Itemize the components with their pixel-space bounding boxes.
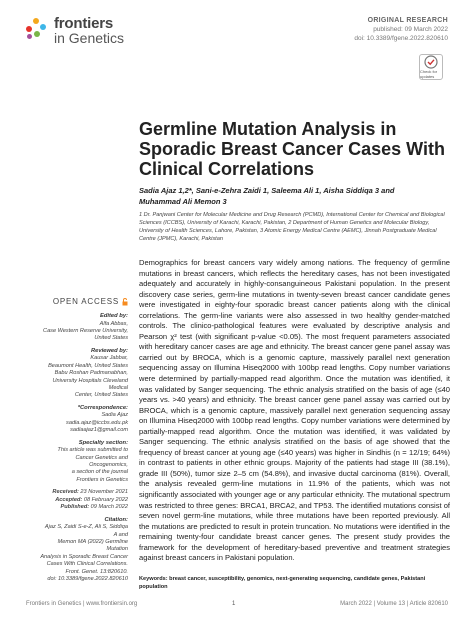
article-type: ORIGINAL RESEARCH bbox=[367, 17, 448, 24]
specialty-line: a section of the journal bbox=[71, 469, 128, 476]
citation-doi-link[interactable]: doi: 10.3389/fgene.2022.820610 bbox=[47, 575, 128, 582]
specialty-line: Frontiers in Genetics bbox=[76, 476, 128, 483]
citation-line: Front. Genet. 13:820610. bbox=[65, 568, 128, 575]
reviewer-line: Babu Roshan Padmanabhan, bbox=[54, 370, 128, 377]
reviewed-by-section bbox=[40, 348, 128, 400]
check-for-updates-button[interactable] bbox=[419, 54, 443, 80]
keywords-label: Keywords: bbox=[139, 576, 168, 582]
footer-volume-info: March 2022 | Volume 13 | Article 820610 bbox=[340, 601, 448, 607]
page-footer bbox=[26, 601, 448, 607]
open-access-label: OPEN ACCESS bbox=[52, 297, 119, 306]
correspondence-email-link[interactable]: sadiaajaz1@gmail.com bbox=[70, 427, 128, 434]
citation-heading: Citation: bbox=[104, 516, 128, 523]
accepted-date bbox=[40, 497, 128, 504]
affiliation-text: 1 Dr. Panjwani Center for Molecular Medicine and Drug Research (PCMD), International Center for Chemical and Biological Sciences (ICCBS), University of Karachi, Karachi, Pakistan, 2 Department of Human Genetics and Molecular Biology, University of Health Sciences, Lahore, Pakistan, 3 Atomic Energy Medical Centre (AEMC), Jinnah Postgraduate Medical Centre (JPMC), Karachi, Pakistan bbox=[139, 212, 445, 242]
specialty-line: Cancer Genetics and Oncogenomics, bbox=[75, 454, 128, 469]
editor-country: United States bbox=[94, 335, 128, 342]
citation-line: Analysis in Sporadic Breast Cancer bbox=[40, 553, 128, 560]
logo-text-frontiers: frontiers bbox=[54, 15, 114, 32]
accepted-label: Accepted: bbox=[55, 496, 83, 503]
correspondence-section bbox=[40, 405, 128, 435]
page-number: 1 bbox=[232, 601, 236, 607]
journal-logo[interactable] bbox=[26, 16, 124, 46]
received-label: Received: bbox=[52, 489, 79, 496]
abstract-text: Demographics for breast cancers vary widely among nations. The frequency of germline mutations in breast cancers, which reflects the hereditary cases, has not been investigated adequately and accurately in highly-consanguineous Pakistani population. In the present discovery case series, germ-line mutations in twenty-seven breast cancer candidate genes were investigated in eighty-four sporadic breast cancer patients along with the clinical correlations. The germ-line variants were also assessed in two healthy gender-matched controls. The clinico-pathological features were evaluated by descriptive analysis and Pearson χ² test (with significant p-value <0.05). The most frequent parameters associated with hereditary cancer cases are age and ethnicity. The breast cancer gene panel assay was carried out by BROCA, which is a genomic capture, massively parallel next generation sequencing assay on Illumina Hiseq2000 with 100bp read lengths. Copy number variations were determined by partially-mapped read algorithm. Once the mutation was identified, it was validated by Sanger sequencing. The ethnic analysis stratified on the basis of age (≤40 years vs. >40 years) and ethnicity. The breast cancer gene panel assay was carried out by BROCA, which is a genomic capture, massively parallel next generation sequencing assay on Illumina Hiseq2000 with 100bp read lengths. Copy number variations were determined by partially-mapped read algorithm. Once the mutation was identified, it was validated by Sanger sequencing. The ethnic analysis stratified on the basis of age showed that the frequency of breast cancer at young age (≤40 years) was higher in Sindhis (n = 12/19; 64%) in contrast to patients in other ethnic groups. Majority of the patients had stage III (38.1%), grade III (50%), tumor size 2–5 cm (54.8%), and invasive ductal carcinoma (81%). Overall, the analysis revealed germ-line mutations in 11.9% of the patients, which was not significantly associated with younger age or any particular ethnicity. The mutational spectrum was restricted to three genes: BRCA1, BRCA2, and TP53. The identified mutations consist of seven novel germ-line mutations, while three mutations have been reported previously. All the mutations are predicted to result in protein truncation. No mutations were identified in the remaining twenty-four candidate breast cancer genes. The present study provides the framework for the development of hereditary-based preventive and treatment strategies against breast cancers in Pakistani population. bbox=[139, 258, 450, 563]
authors-line[interactable]: Sadia Ajaz 1,2*, Sani-e-Zehra Zaidi 1, Saleema Ali 1, Aisha Siddiqa 3 and bbox=[139, 186, 395, 195]
article-sidebar bbox=[40, 297, 128, 588]
keywords-list: breast cancer, susceptibility, genomics, next-generating sequencing, candidate genes, Pakistani population bbox=[139, 576, 426, 590]
edited-by-heading: Edited by: bbox=[99, 313, 128, 319]
published-date: published: 09 March 2022 bbox=[373, 26, 448, 33]
received-date bbox=[40, 489, 128, 496]
doi-link[interactable]: doi: 10.3389/fgene.2022.820610 bbox=[354, 35, 448, 42]
dates-section bbox=[40, 489, 128, 511]
frontiers-logo-icon bbox=[26, 18, 48, 40]
abstract bbox=[139, 258, 450, 564]
reviewer-line: University Hospitals Cleveland Medical bbox=[52, 377, 128, 392]
open-lock-icon bbox=[122, 298, 128, 306]
citation-line: Memon MA (2022) Germline Mutation bbox=[57, 538, 128, 553]
footer-journal-link[interactable]: Frontiers in Genetics | www.frontiersin.org bbox=[26, 601, 138, 607]
author-list bbox=[139, 185, 449, 207]
specialty-heading: Specialty section: bbox=[78, 439, 128, 446]
check-updates-label: Check for updates bbox=[420, 69, 438, 79]
published-label: Published: bbox=[60, 504, 90, 511]
affiliations bbox=[139, 211, 449, 243]
edited-by-section bbox=[40, 313, 128, 343]
open-access-badge[interactable] bbox=[40, 297, 128, 306]
authors-line[interactable]: Muhammad Ali Memon 3 bbox=[139, 197, 227, 206]
article-meta bbox=[354, 16, 448, 43]
check-updates-icon bbox=[424, 55, 438, 69]
correspondence-name: Sadia Ajaz bbox=[101, 412, 128, 419]
specialty-section bbox=[40, 440, 128, 485]
reviewer-line: Kausar Jabbar, bbox=[90, 355, 128, 362]
logo-text-journal: in Genetics bbox=[54, 30, 125, 46]
keywords bbox=[139, 575, 450, 591]
editor-affiliation: Case Western Reserve University, bbox=[43, 328, 128, 334]
published-date-sidebar bbox=[40, 504, 128, 511]
reviewed-by-heading: Reviewed by: bbox=[90, 347, 128, 354]
correspondence-email-link[interactable]: sadia.ajaz@iccbs.edu.pk bbox=[66, 419, 128, 426]
citation-section bbox=[40, 517, 128, 584]
citation-line: Cases With Clinical Correlations. bbox=[46, 561, 128, 568]
received-value: 23 November 2021 bbox=[80, 489, 128, 496]
accepted-value: 08 February 2022 bbox=[83, 496, 128, 503]
correspondence-heading: *Correspondence: bbox=[77, 404, 128, 411]
article-title: Germline Mutation Analysis in Sporadic Breast Cancer Cases With Clinical Correlations bbox=[139, 119, 445, 179]
editor-name: Alfa Abbas, bbox=[99, 320, 128, 327]
reviewer-line: Center, United States bbox=[74, 392, 128, 399]
published-value: 09 March 2022 bbox=[90, 504, 128, 511]
reviewer-line: Beaumont Health, United States bbox=[48, 362, 128, 369]
specialty-line: This article was submitted to bbox=[57, 447, 128, 454]
citation-line: Ajaz S, Zaidi S-e-Z, Ali S, Siddiqa A and bbox=[44, 524, 128, 538]
